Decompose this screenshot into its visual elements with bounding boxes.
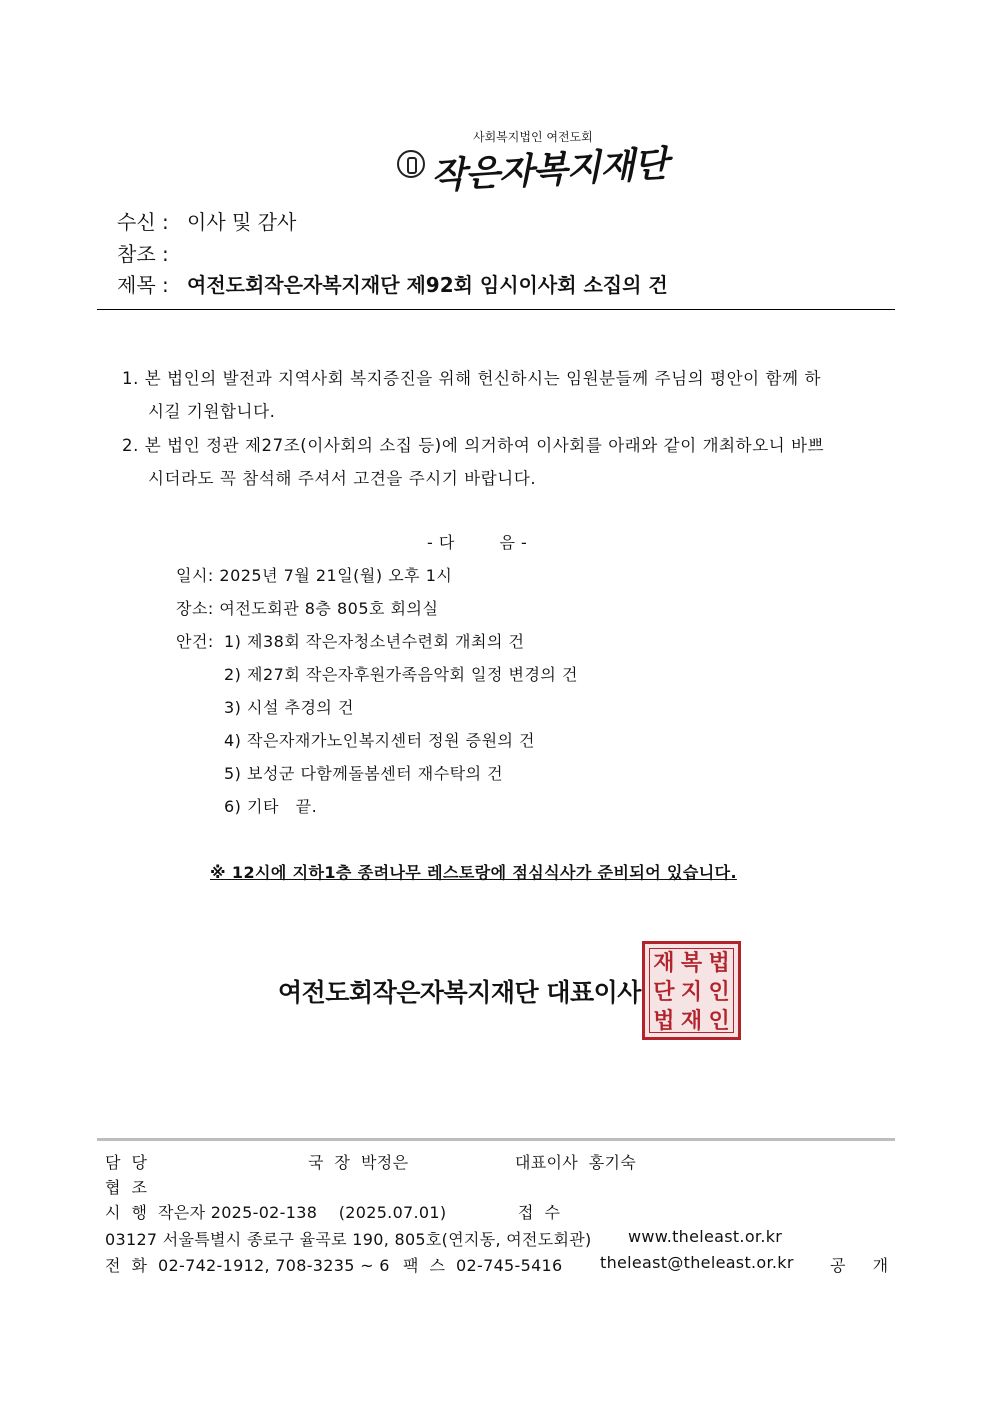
reference-row bbox=[117, 238, 187, 267]
subject-label: 제목 : bbox=[117, 273, 169, 297]
agenda-item: 6) 기타 끝. bbox=[224, 797, 318, 816]
logo-org-subtitle: 사회복지법인 여전도회 bbox=[473, 130, 593, 144]
agenda-item: 5) 보성군 다함께돌봄센터 재수탁의 건 bbox=[224, 764, 504, 783]
reference-label: 참조 : bbox=[117, 242, 169, 266]
seal-glyph: 법 bbox=[653, 1008, 675, 1034]
logo-emblem-icon bbox=[397, 150, 425, 178]
footer-email[interactable]: theleast@theleast.or.kr bbox=[600, 1253, 794, 1272]
recipient-label: 수신 : bbox=[117, 210, 169, 234]
recipient-row bbox=[117, 206, 296, 235]
footer-hyeopjo: 협 조 bbox=[105, 1178, 148, 1197]
logo-org-name: 작은자복지재단 bbox=[430, 142, 669, 198]
footer-website[interactable]: www.theleast.or.kr bbox=[628, 1227, 783, 1246]
subject-value: 여전도회작은자복지재단 제92회 임시이사회 소집의 건 bbox=[187, 273, 668, 297]
agenda-label: 안건: bbox=[176, 632, 214, 651]
seal-glyph: 지 bbox=[680, 979, 703, 1005]
agenda-item: 3) 시설 추경의 건 bbox=[224, 698, 354, 717]
footer-sihaeng: 시 행 작은자 2025-02-138 (2025.07.01) bbox=[105, 1203, 447, 1222]
foundation-logo bbox=[395, 122, 669, 202]
seal-glyph: 복 bbox=[680, 950, 703, 976]
footer-damdang: 담 당 bbox=[105, 1153, 148, 1172]
seal-glyph: 재 bbox=[680, 1008, 703, 1034]
footer-address: 03127 서울특별시 종로구 율곡로 190, 805호(연지동, 여전도회관) bbox=[105, 1230, 592, 1249]
footer-director: 국 장 박정은 bbox=[308, 1153, 409, 1172]
footer-jeopsu: 접 수 bbox=[518, 1203, 561, 1222]
agenda-item: 2) 제27회 작은자후원가족음악회 일정 변경의 건 bbox=[224, 665, 578, 684]
footer-disclosure: 공 개 bbox=[830, 1256, 889, 1275]
agenda-item: 1) 제38회 작은자청소년수련회 개최의 건 bbox=[224, 632, 525, 651]
footer-ceo: 대표이사 홍기숙 bbox=[515, 1153, 637, 1172]
agenda-item: 4) 작은자재가노인복지센터 정원 증원의 건 bbox=[224, 731, 536, 750]
footer-phone: 전 화 02-742-1912, 708-3235 ~ 6 bbox=[105, 1256, 390, 1275]
seal-glyph: 단 bbox=[653, 979, 675, 1005]
paragraph-2-line-2: 시더라도 꼭 참석해 주셔서 고견을 주시기 바랍니다. bbox=[148, 469, 537, 488]
footer-fax: 팩 스 02-745-5416 bbox=[403, 1256, 563, 1275]
seal-glyph: 재 bbox=[653, 950, 675, 976]
lunch-notice: ※ 12시에 지하1층 종려나무 레스토랑에 점심식사가 준비되어 있습니다. bbox=[210, 863, 737, 882]
details-heading: - 다 음 - bbox=[427, 533, 528, 552]
seal-glyph: 인 bbox=[708, 979, 730, 1005]
subject-row bbox=[117, 269, 668, 298]
meeting-datetime: 일시: 2025년 7월 21일(월) 오후 1시 bbox=[176, 566, 453, 585]
seal-glyph: 법 bbox=[708, 950, 730, 976]
paragraph-1-line-2: 시길 기원합니다. bbox=[148, 402, 276, 421]
paragraph-1-line-1: 1. 본 법인의 발전과 지역사회 복지증진을 위해 헌신하시는 임원분들께 주님의 평안이 함께 하 bbox=[122, 369, 822, 388]
footer-divider bbox=[97, 1138, 895, 1141]
recipient-value: 이사 및 감사 bbox=[187, 210, 297, 234]
signer-name: 여전도회작은자복지재단 대표이사 bbox=[278, 978, 641, 1007]
meeting-location: 장소: 여전도회관 8층 805호 회의실 bbox=[176, 599, 439, 618]
paragraph-2-line-1: 2. 본 법인 정관 제27조(이사회의 소집 등)에 의거하여 이사회를 아래와 같이 개최하오니 바쁘 bbox=[122, 436, 825, 455]
header-divider bbox=[97, 309, 895, 310]
official-seal-icon bbox=[642, 941, 741, 1040]
seal-glyph: 인 bbox=[708, 1008, 730, 1034]
